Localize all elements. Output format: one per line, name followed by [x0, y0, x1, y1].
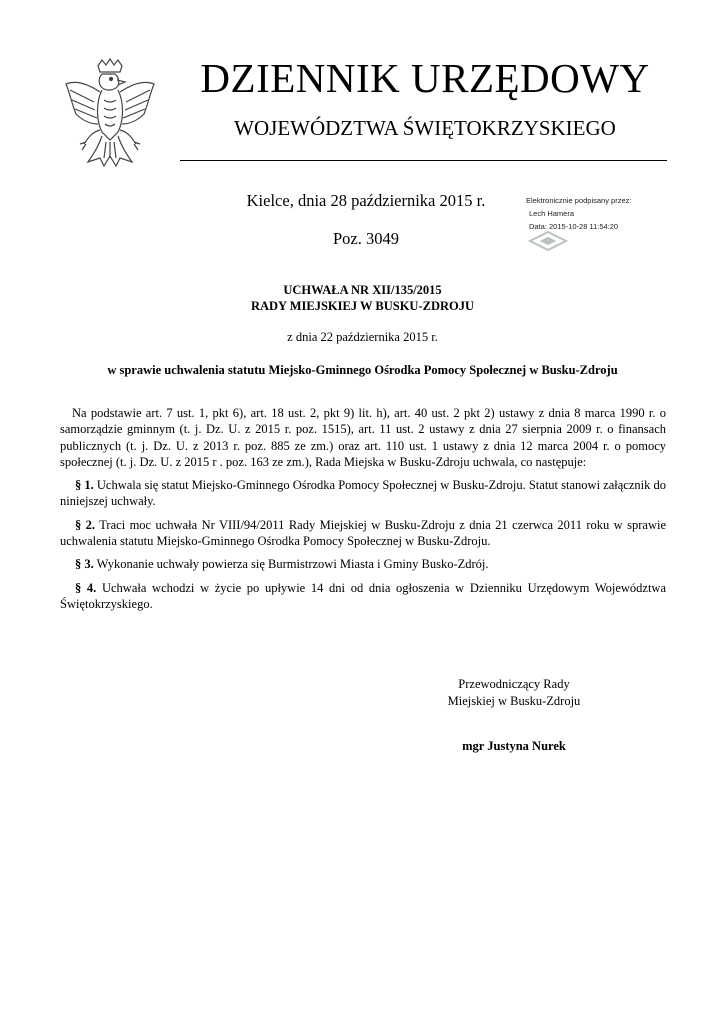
- e-signature-signer: Lech Hamera: [529, 209, 575, 218]
- signature-verification-icon: [528, 230, 568, 252]
- journal-title: DZIENNIK URZĘDOWY: [200, 55, 650, 101]
- resolution-title: [60, 282, 665, 314]
- section-mark: § 1.: [75, 478, 94, 493]
- resolution-council: RADY MIEJSKIEJ W BUSKU-ZDROJU: [250, 299, 475, 313]
- signatory-role-line-1: Przewodniczący Rady: [458, 677, 570, 691]
- section-text: Uchwala się statut Miejsko-Gminnego Ośrodka Pomocy Społecznej w Busku-Zdroju. Statut stanowi załącznik do niniejszej uchwały.: [60, 478, 667, 509]
- publication-position-number: Poz. 3049: [333, 229, 399, 248]
- preamble-paragraph: Na podstawie art. 7 ust. 1, pkt 6), art. 18 ust. 2, pkt 9) lit. h), art. 40 ust. 2 pkt 2) ustawy z dnia 8 marca 1990 r. o samorządzie gminnym (t. j. Dz. U. z 2015 r. poz. 1515), art. 11 ust. 2 ustawy z dnia 27 sierpnia 2009 r. o finansach publicznych (t. j. Dz. U. z 2013 r. poz. 885 ze zm.) oraz art. 110 ust. 1 ustawy z dnia 12 marca 2004 r. o pomocy społecznej (t. j. Dz. U. z 2015 r . poz. 163 ze zm.), Rada Miejska w Busku-Zdroju uchwala, co następuje:: [60, 406, 666, 469]
- section-mark: § 3.: [75, 557, 94, 572]
- section-mark: § 2.: [75, 517, 96, 532]
- section-text: Wykonanie uchwały powierza się Burmistrzowi Miasta i Gminy Busko-Zdrój.: [96, 557, 489, 572]
- polish-eagle-emblem-icon: [62, 58, 158, 170]
- section-paragraph-2: [60, 517, 666, 550]
- e-signature-label: Elektronicznie podpisany przez:: [526, 196, 632, 205]
- masthead-divider: [180, 160, 667, 161]
- section-paragraph-3: [60, 556, 666, 572]
- section-text: Uchwała wchodzi w życie po upływie 14 dni od dnia ogłoszenia w Dzienniku Urzędowym Województwa Świętokrzyskiego.: [60, 580, 667, 611]
- journal-subtitle: WOJEWÓDZTWA ŚWIĘTOKRZYSKIEGO: [234, 116, 616, 140]
- resolution-date: z dnia 22 października 2015 r.: [287, 330, 438, 344]
- resolution-body: [60, 405, 666, 619]
- e-signature-date: Data: 2015-10-28 11:54:20: [529, 222, 619, 231]
- signatory-role-line-2: Miejskiej w Busku-Zdroju: [447, 694, 581, 708]
- signatory-name: mgr Justyna Nurek: [462, 739, 566, 753]
- resolution-number: UCHWAŁA NR XII/135/2015: [283, 283, 442, 297]
- section-mark: § 4.: [75, 580, 97, 595]
- publication-place-date: Kielce, dnia 28 października 2015 r.: [246, 191, 486, 210]
- section-paragraph-4: [60, 580, 666, 613]
- section-paragraph-1: [60, 477, 666, 510]
- resolution-subject: w sprawie uchwalenia statutu Miejsko-Gminnego Ośrodka Pomocy Społecznej w Busku-Zdroju: [107, 363, 618, 377]
- section-text: Traci moc uchwała Nr VIII/94/2011 Rady Miejskiej w Busku-Zdroju z dnia 21 czerwca 2011 roku w sprawie uchwalenia statutu Miejsko-Gminnego Ośrodka Pomocy Społecznej w Busku-Zdroju.: [60, 517, 666, 549]
- signatory-role: [420, 676, 608, 710]
